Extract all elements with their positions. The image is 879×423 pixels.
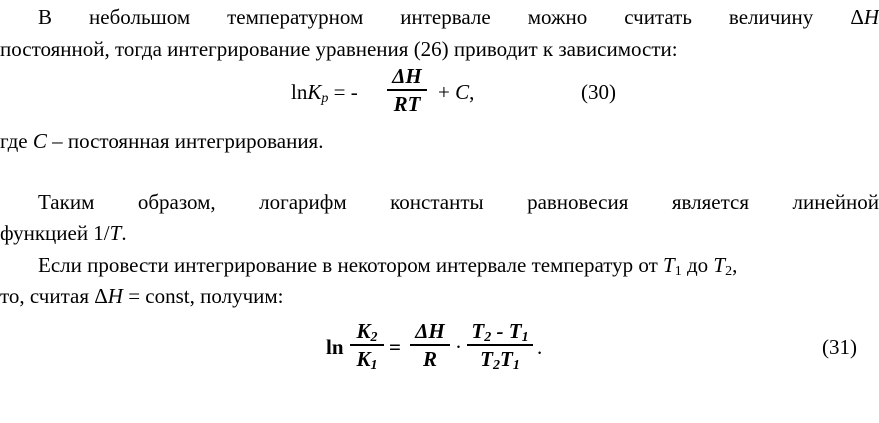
p4-h: H [107, 284, 123, 308]
equation-number-31: (31) [822, 335, 857, 359]
eq31-equals: = [389, 335, 401, 359]
eq31-k-denominator [350, 347, 384, 373]
eq30-comma: , [469, 80, 475, 104]
p4-end: , [732, 253, 738, 277]
eq31-fraction-t [467, 319, 533, 373]
eq30-fraction-bar [387, 89, 427, 91]
eq30-sub-p: p [321, 91, 329, 106]
paragraph-1-line-2 [0, 37, 879, 61]
eq31-k1-sub: 1 [370, 358, 378, 373]
eq31-k-numerator [350, 319, 384, 345]
eq30-fraction-denominator: RT [393, 92, 421, 116]
p2-suffix: – постоянная интегрирования. [46, 129, 324, 153]
eq31-dh-fraction-bar [410, 344, 450, 346]
eq30-k: K [307, 80, 322, 104]
p3-t: T [109, 221, 122, 245]
eq31-minus: - [491, 319, 509, 343]
p4-t1: T [663, 253, 675, 277]
p2-prefix: где [0, 129, 33, 153]
delta-symbol: Δ [850, 5, 864, 29]
eq30-equals-minus: = - [333, 80, 358, 104]
eq31-num-t1: T [508, 319, 522, 343]
eq31-den-t2-sub: 2 [493, 358, 500, 373]
eq31-t-numerator [467, 319, 533, 345]
equation-30 [291, 80, 358, 105]
eq31-period: . [537, 335, 543, 359]
paragraph-3-line-1 [0, 190, 879, 214]
eq31-k1: K [356, 347, 371, 371]
paragraph-1-line-1 [0, 5, 879, 29]
p3-line2-prefix: функцией 1/ [0, 221, 110, 245]
eq31-t-denominator [467, 347, 533, 373]
eq31-k-fraction-bar [350, 344, 384, 346]
p2-c: C [32, 129, 47, 153]
eq31-fraction-k [350, 319, 384, 373]
p4-line2-suffix: = const, получим: [122, 284, 284, 308]
eq31-k2: K [356, 319, 371, 343]
eq31-ln: ln [326, 335, 344, 359]
variable-h: H [863, 5, 879, 29]
p4-sub-1: 1 [674, 264, 682, 279]
p1-line2-text: постоянной, тогда интегрирование уравнения (26) приводит к зависимости: [0, 37, 678, 61]
eq31-num-t2-sub: 2 [484, 330, 492, 345]
eq31-num-t1-sub: 1 [521, 330, 529, 345]
p4-line2-prefix: то, считая Δ [0, 284, 108, 308]
equation-number-30: (30) [581, 80, 616, 104]
paragraph-2 [0, 129, 879, 153]
p4-mid: до [681, 253, 714, 277]
eq30-tail [438, 80, 474, 105]
paragraph-4-line-1 [0, 253, 879, 277]
eq31-den-t2: T [480, 347, 493, 371]
eq30-fraction-numerator: ΔH [392, 64, 422, 88]
eq31-num-t2: T [471, 319, 485, 343]
paragraph-4-line-2 [0, 284, 879, 308]
p4-sub-2: 2 [725, 264, 733, 279]
eq30-c: C [455, 80, 470, 104]
p3-line2-suffix: . [121, 221, 127, 245]
p4-t2: T [713, 253, 726, 277]
p1-line1-text: В небольшом температурном интервале можно считать величину [38, 5, 851, 29]
eq30-ln: ln [291, 80, 308, 104]
eq31-dot: · [455, 335, 462, 359]
eq31-fraction-dh-r [410, 320, 450, 370]
p4-line1-prefix: Если провести интегрирование в некотором интервале температур от [38, 253, 664, 277]
eq30-plus: + [438, 80, 456, 104]
eq31-k2-sub: 2 [370, 330, 378, 345]
paragraph-3-line-2 [0, 221, 879, 245]
eq31-den-t1-sub: 1 [512, 358, 520, 373]
eq30-fraction [387, 65, 427, 115]
eq31-r-denominator: R [422, 347, 437, 371]
eq31-den-t1: T [500, 347, 513, 371]
p3-line1-text: Таким образом, логарифм константы равновесия является линейной [38, 190, 879, 214]
eq31-dh-numerator: ΔH [415, 319, 445, 343]
